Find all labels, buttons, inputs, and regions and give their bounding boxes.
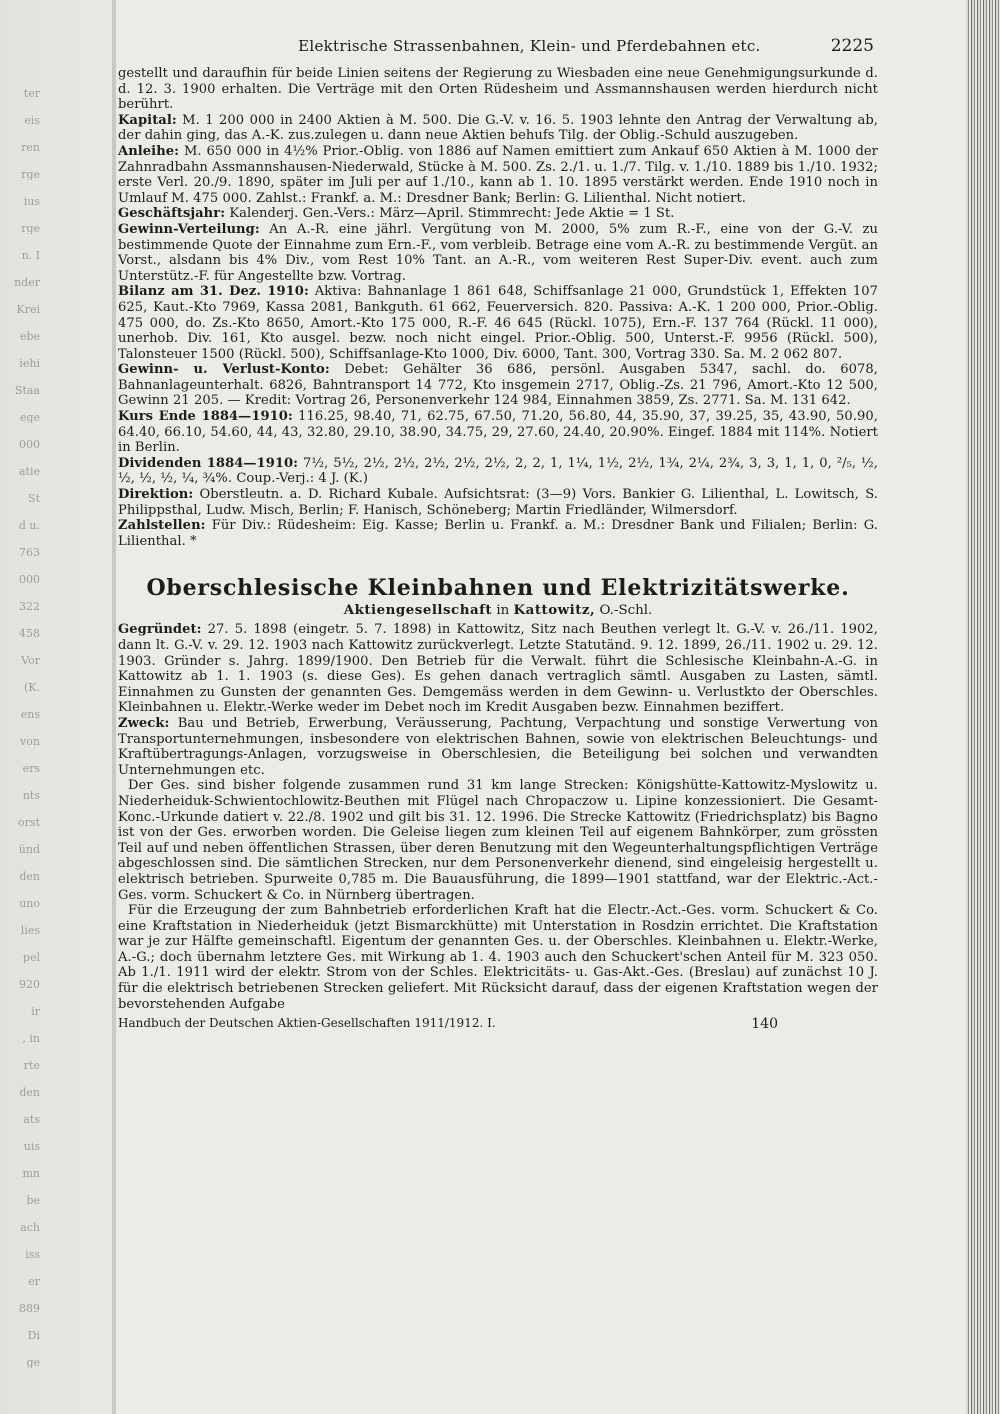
ghost-fragment: rge: [21, 169, 40, 180]
entry-paragraph: [118, 487, 878, 518]
ghost-fragment: d u.: [18, 520, 40, 531]
entry-paragraph: [118, 903, 878, 1012]
company-region: O.-Schl.: [599, 603, 653, 619]
entry-text: Bau und Betrieb, Erwerbung, Veräusserung, Pachtung, Verpachtung und sonstige Verwertung von Transportunternehmungen, insbesondere von elektrischen Bahnen, sowie von elektrischen Beleuchtungs- und Kraftübertragungs-Anlagen, vorzugsweise in Oberschlesien, die Beteiligung bei solchen und verwandten Unternehmungen etc.: [118, 715, 878, 778]
ghost-fragment: ers: [22, 763, 40, 774]
ghost-fragment: pel: [22, 952, 40, 963]
company-entry-previous: [118, 66, 878, 549]
ghost-fragment: eis: [24, 115, 40, 126]
ghost-fragment: ren: [21, 142, 40, 153]
entry-text: Für Div.: Rüdesheim: Eig. Kasse; Berlin u. Frankf. a. M.: Dresdner Bank und Filialen; Berlin: G. Lilienthal. *: [118, 518, 878, 549]
running-header: [118, 36, 878, 66]
company-subtitle: [118, 602, 878, 618]
page-fold-shadow: [112, 0, 116, 1414]
sheet-number: 140: [751, 1016, 778, 1033]
ghost-fragment: nder: [14, 277, 40, 288]
entry-label: Gewinn- u. Verlust-Konto:: [118, 362, 330, 378]
ghost-fragment: 322: [19, 601, 40, 612]
ghost-fragment: ter: [23, 88, 40, 99]
ghost-fragment: ünd: [18, 844, 40, 855]
ghost-fragment: Staa: [14, 385, 40, 396]
entry-paragraph: [118, 144, 878, 206]
company-entry-oberschlesische: [118, 622, 878, 1012]
ghost-fragment: ats: [23, 1114, 40, 1125]
ghost-fragment: orst: [18, 817, 40, 828]
entry-label: Kurs Ende 1884—1910:: [118, 409, 293, 425]
ghost-fragment: Krei: [16, 304, 40, 315]
entry-paragraph: [118, 284, 878, 362]
entry-paragraph: [118, 622, 878, 716]
page-number: 2225: [830, 36, 874, 56]
entry-paragraph: [118, 716, 878, 778]
entry-text: Aktiva: Bahnanlage 1 861 648, Schiffsanlage 21 000, Grundstück 1, Effekten 107 625, Kaut.-Kto 7969, Kassa 2081, Bankguth. 61 662, Feuerversich. 820. Passiva: A.-K. 1 200 000, Prior.-Oblig. 475 000, do. Zs.-Kto 8650, Amort.-Kto 175 000, R.-F. 46 645 (Rückl. 1075), Ern.-F. 137 764 (Rückl. 11 000), unerhob. Div. 161, Kto ausgel. bezw. noch nicht eingel. Prior.-Oblig. 500, Unterst.-F. 9956 (Rückl. 500), Talonsteuer 1500 (Rückl. 500), Schiffsanlage-Kto 1000, Div. 6000, Tant. 300, Vortrag 330. Sa. M. 2 062 807.: [118, 284, 878, 362]
entry-text: Für die Erzeugung der zum Bahnbetrieb erforderlichen Kraft hat die Electr.-Act.-Ges. vorm. Schuckert & Co. eine Kraftstation in Niederheiduk (jetzt Bismarckhütte) mit Unterstation in Rosdzin errichtet. Die Kraftstation war je zur Hälfte gemeinschaftl. Eigentum der genannten Ges. u. der Oberschles. Kleinbahnen u. Elektr.-Werke, A.-G.; doch übernahm letztere Ges. mit Wirkung ab 1. 4. 1903 auch den Schuckert'schen Anteil für M. 323 050. Ab 1./1. 1911 wird der elektr. Strom von der Schles. Elektricitäts- u. Gas-Akt.-Ges. (Breslau) auf zunächst 10 J. für die elektrisch betriebenen Strecken geliefert. Mit Rücksicht darauf, dass der eigenen Kraftstation wegen der bevorstehenden Aufgabe: [118, 903, 878, 1012]
entry-paragraph: [118, 66, 878, 113]
ghost-fragment: iehi: [19, 358, 40, 369]
ghost-fragment: ir: [31, 1006, 40, 1017]
entry-label: Zweck:: [118, 715, 170, 731]
entry-text: 7½, 5½, 2½, 2½, 2½, 2½, 2½, 2, 2, 1, 1¼, 1½, 2½, 1¾, 2¼, 2¾, 3, 3, 1, 1, 0, ²/₅, ½, ½, ½, ½, ¼, ¾%. Coup.-Verj.: 4 J. (K.): [118, 455, 879, 487]
company-subtitle-in: in: [496, 603, 510, 619]
ghost-fragment: be: [26, 1195, 40, 1206]
ghost-fragment: ebe: [19, 331, 40, 342]
entry-label: Anleihe:: [118, 143, 180, 159]
entry-label: Dividenden 1884—1910:: [118, 455, 299, 471]
ghost-fragment: , in: [22, 1033, 40, 1044]
ghost-fragment: 920: [19, 979, 40, 990]
ghost-fragment: uis: [23, 1141, 40, 1152]
ghost-fragment: atie: [18, 466, 40, 477]
book-edge: [966, 0, 1000, 1414]
entry-text: Der Ges. sind bisher folgende zusammen rund 31 km lange Strecken: Königshütte-Kattowitz-Myslowitz u. Niederheiduk-Schwientochlowitz-Beuthen mit Flügel nach Chropaczow u. Lipine konzessioniert. Die Gesamt-Konc.-Urkunde datiert v. 22./8. 1902 und gilt bis 31. 12. 1996. Die Strecke Kattowitz (Friedrichsplatz) bis Bagno ist von der Ges. erworben worden. Die Geleise liegen zum kleinen Teil auf eigenem Bahnkörper, zum grössten Teil auf und neben öffentlichen Strassen, über deren Benutzung mit den Wegeunterhaltungspflichtigen Verträge abgeschlossen sind. Die sämtlichen Strecken, nur dem Personenverkehr dienend, sind eingeleisig hergestellt u. elektrisch betrieben. Spurweite 0,785 m. Die Bauausführung, die 1899—1901 stattfand, war der Elektric.-Act.-Ges. vorm. Schuckert & Co. in Nürnberg übertragen.: [118, 778, 878, 903]
entry-paragraph: [118, 409, 878, 456]
ghost-fragment: 763: [19, 547, 40, 558]
ghost-fragment: St: [28, 493, 40, 504]
ghost-fragment: rte: [23, 1060, 40, 1071]
ghost-fragment: ens: [20, 709, 40, 720]
entry-label: Gegründet:: [118, 622, 202, 638]
entry-label: Geschäftsjahr:: [118, 206, 226, 222]
entry-paragraph: [118, 222, 878, 284]
ghost-fragment: ge: [26, 1357, 40, 1368]
entry-label: Direktion:: [118, 487, 194, 503]
ghost-fragment: lies: [20, 925, 40, 936]
ghost-fragment: rge: [21, 223, 40, 234]
ghost-fragment: von: [20, 736, 40, 747]
company-title: Oberschlesische Kleinbahnen und Elektrizitätswerke.: [146, 575, 850, 602]
entry-paragraph: [118, 456, 878, 487]
ghost-fragment: nts: [22, 790, 40, 801]
entry-text: Kalenderj. Gen.-Vers.: März—April. Stimmrecht: Jede Aktie = 1 St.: [229, 206, 675, 222]
ghost-fragment: ege: [19, 412, 40, 423]
ghost-fragment: iss: [25, 1249, 40, 1260]
ghost-fragment: ius: [23, 196, 40, 207]
entry-text: 27. 5. 1898 (eingetr. 5. 7. 1898) in Kattowitz, Sitz nach Beuthen verlegt lt. G.-V. v. 26./11. 1902, dann lt. G.-V. v. 29. 12. 1903 nach Kattowitz zurückverlegt. Letzte Statutänd. 9. 12. 1899, 26./11. 1902 u. 29. 12. 1903. Gründer s. Jahrg. 1899/1900. Den Betrieb für die Verwalt. führt die Schlesische Kleinbahn-A.-G. in Kattowitz ab 1. 1. 1903 (s. diese Ges). Es gehen danach vertraglich sämtl. Ausgaben zu Lasten, sämtl. Einnahmen zu Gunsten der genannten Ges. Demgemäss werden in dem Gewinn- u. Verlustkto der Oberschles. Kleinbahnen u. Elektr.-Werke weder im Debet noch im Kredit Ausgaben bezw. Einnahmen beziffert.: [118, 622, 878, 716]
ghost-fragment: Di: [27, 1330, 40, 1341]
ghost-fragment: uno: [19, 898, 40, 909]
entry-text: Oberstleutn. a. D. Richard Kubale. Aufsichtsrat: (3—9) Vors. Bankier G. Lilienthal, L. Lowitsch, S. Philippsthal, Ludw. Misch, Berlin; F. Hanisch, Schöneberg; Martin Friedländer, Wilmersdorf.: [118, 487, 878, 518]
ghost-fragment: ach: [20, 1222, 40, 1233]
ghost-fragment: (K.: [23, 682, 40, 693]
entry-paragraph: [118, 206, 878, 222]
entry-paragraph: [118, 113, 878, 144]
ghost-fragment: 458: [19, 628, 40, 639]
ghost-fragment: den: [19, 871, 40, 882]
page-footer: [118, 1016, 878, 1032]
entry-text: Debet: Gehälter 36 686, persönl. Ausgaben 5347, sachl. do. 6078, Bahnanlageunterhalt. 6826, Bahntransport 14 772, Kto insgemein 2717, Oblig.-Zs. 21 796, Amort.-Kto 12 500, Gewinn 21 205. — Kredit: Vortrag 26, Personenverkehr 124 984, Einnahmen 3859, Zs. 2771. Sa. M. 131 642.: [118, 362, 878, 409]
entry-paragraph: [118, 778, 878, 903]
ghost-fragment: er: [28, 1276, 40, 1287]
entry-text: An A.-R. eine jährl. Vergütung von M. 2000, 5% zum R.-F., eine von der G.-V. zu bestimmende Quote der Einnahme zum Ern.-F., vom verbleib. Betrage eine vom A.-R. zu bestimmende Vergüt. an Vorst., alsdann bis 4% Div., vom Rest 10% Tant. an A.-R., vom weiteren Rest Super-Div. event. auch zum Unterstütz.-F. für Angestellte bzw. Vortrag.: [118, 221, 878, 284]
entry-paragraph: [118, 362, 878, 409]
entry-text: gestellt und daraufhin für beide Linien seitens der Regierung zu Wiesbaden eine neue Genehmigungsurkunde d. d. 12. 3. 1900 erhalten. Die Verträge mit den Orten Rüdesheim und Assmannshausen werden hierdurch nicht berührt.: [118, 66, 878, 113]
entry-paragraph: [118, 518, 878, 549]
ghost-fragment: den: [19, 1087, 40, 1098]
entry-label: Bilanz am 31. Dez. 1910:: [118, 284, 309, 300]
ghost-fragment: Vor: [21, 655, 40, 666]
entry-label: Gewinn-Verteilung:: [118, 221, 260, 237]
book-page: [118, 36, 878, 1032]
entry-label: Kapital:: [118, 112, 177, 128]
entry-text: M. 650 000 in 4½% Prior.-Oblig. von 1886 auf Namen emittiert zum Ankauf 650 Aktien à M. 1000 der Zahnradbahn Assmannshausen-Niederwald, Stücke à M. 500. Zs. 2./1. u. 1./7. Tilg. v. 1./10. 1889 bis 1./10. 1932; erste Verl. 20./9. 1890, später im Juli per auf 1./10., kann ab 1. 10. 1895 verstärkt werden. Ende 1910 noch in Umlauf M. 475 000. Zahlst.: Frankf. a. M.: Dresdner Bank; Berlin: G. Lilienthal. Nicht notiert.: [118, 143, 878, 206]
entry-label: Zahlstellen:: [118, 518, 206, 534]
ghost-fragment: 889: [19, 1303, 40, 1314]
ghost-fragment: mn: [22, 1168, 40, 1179]
entry-text: 116.25, 98.40, 71, 62.75, 67.50, 71.20, 56.80, 44, 35.90, 37, 39.25, 35, 43.90, 50.90, 64.40, 66.10, 54.60, 44, 43, 32.80, 29.10, 38.90, 34.75, 29, 27.60, 24.40, 20.90%. Eingef. 1884 mit 114%. Notiert in Berlin.: [118, 409, 878, 456]
company-city: Kattowitz,: [513, 602, 596, 619]
company-form: Aktiengesellschaft: [343, 602, 493, 619]
ghost-fragment: 000: [19, 439, 40, 450]
ghost-fragment: n. I: [21, 250, 40, 261]
ghost-fragment: 000: [19, 574, 40, 585]
entry-text: M. 1 200 000 in 2400 Aktien à M. 500. Die G.-V. v. 16. 5. 1903 lehnte den Antrag der Verwaltung ab, der dahin ging, das A.-K. zus.zulegen u. dann neue Aktien behufs Tilg. der Oblig.-Schuld auszugeben.: [118, 112, 878, 144]
footer-source: Handbuch der Deutschen Aktien-Gesellschaften 1911/1912. I.: [118, 1016, 496, 1031]
running-title: Elektrische Strassenbahnen, Klein- und Pferdebahnen etc.: [298, 37, 761, 55]
